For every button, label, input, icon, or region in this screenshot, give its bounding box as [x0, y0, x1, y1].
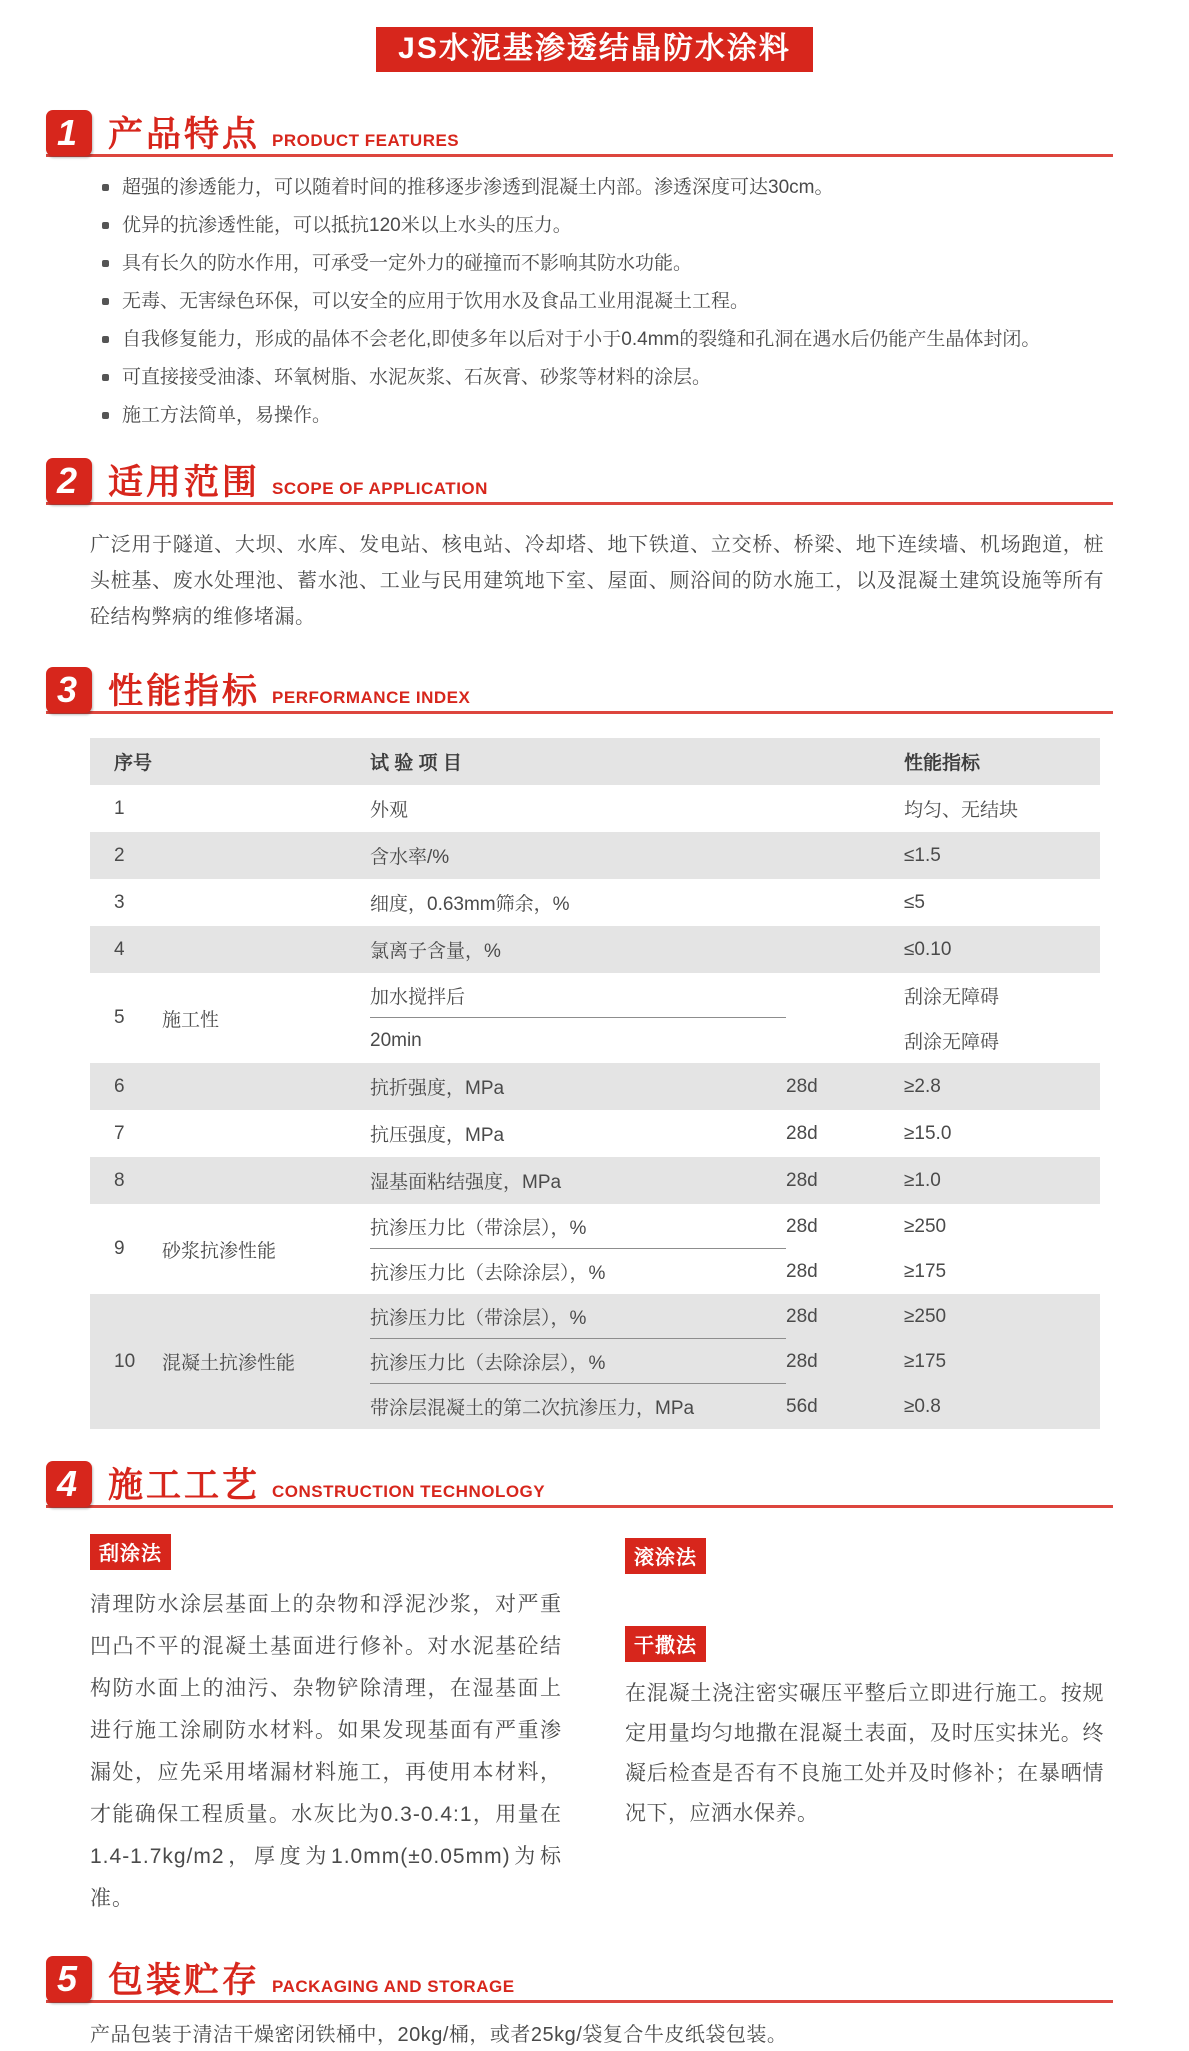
feature-item: 具有长久的防水作用，可承受一定外力的碰撞而不影响其防水功能。	[100, 251, 1109, 276]
cell-item: 抗折强度，MPa	[370, 1078, 505, 1099]
col-header-age	[786, 753, 904, 771]
section-number-badge: 4	[46, 1461, 92, 1507]
table-header-row	[90, 738, 1100, 785]
section-number-badge: 2	[46, 458, 92, 504]
cell-index: 刮涂无障碍	[904, 1032, 1000, 1053]
section-header	[46, 1956, 1113, 2003]
table-subrow	[370, 1384, 1100, 1429]
table-subrow	[370, 1294, 1100, 1339]
feature-item: 优异的抗渗透性能，可以抵抗120米以上水头的压力。	[100, 213, 1109, 238]
section-header	[46, 110, 1113, 157]
section-construction	[0, 1461, 1189, 1920]
col-header-index: 性能指标	[904, 753, 981, 774]
cell-item: 加水搅拌后	[370, 987, 466, 1008]
section-title: 包装贮存	[108, 1961, 261, 2001]
table-subrow	[370, 1204, 1100, 1249]
cell-seq: 4	[114, 938, 125, 960]
section-packaging	[0, 1956, 1189, 2051]
section-number-badge: 5	[46, 1956, 92, 2002]
cell-item: 氯离子含量，%	[370, 941, 501, 962]
cell-index: ≥15.0	[904, 1122, 952, 1144]
section-scope	[0, 458, 1189, 635]
section-subtitle: PACKAGING AND STORAGE	[272, 1977, 515, 1996]
cell-item: 抗压强度，MPa	[370, 1125, 505, 1146]
feature-list	[100, 175, 1109, 428]
cell-index: ≤1.5	[904, 844, 941, 866]
table-row-group	[90, 973, 1100, 1063]
section-title: 施工工艺	[108, 1466, 261, 1506]
cell-age	[786, 799, 904, 819]
table-subrow	[370, 1249, 1100, 1294]
cell-cat: 施工性	[162, 1009, 220, 1031]
cell-index: ≥250	[904, 1305, 947, 1327]
cell-index: ≥1.0	[904, 1169, 941, 1191]
table-row	[90, 926, 1100, 973]
cell-seq: 9	[114, 1238, 125, 1259]
cell-cat	[162, 1124, 370, 1144]
section-product-features	[0, 110, 1189, 428]
feature-item: 超强的渗透能力，可以随着时间的推移逐步渗透到混凝土内部。渗透深度可达30cm。	[100, 175, 1109, 200]
construction-columns	[90, 1534, 1104, 1920]
table-row-group	[90, 1204, 1100, 1294]
cell-index: ≥175	[904, 1260, 947, 1282]
cell-index: ≤5	[904, 891, 925, 913]
cell-age	[786, 893, 904, 913]
cell-item: 20min	[370, 1029, 422, 1051]
dry-method-badge: 干撒法	[625, 1626, 706, 1662]
cell-age	[786, 846, 904, 866]
cell-item: 抗渗压力比（去除涂层），%	[370, 1353, 606, 1374]
packaging-paragraph: 产品包装于清洁干燥密闭铁桶中，20kg/桶，或者25kg/袋复合牛皮纸袋包装。	[90, 2024, 788, 2046]
cell-item: 抗渗压力比（带涂层），%	[370, 1218, 587, 1239]
col-header-seq: 序号	[114, 753, 153, 774]
section-subtitle: SCOPE OF APPLICATION	[272, 479, 488, 498]
roll-method-block	[625, 1538, 1104, 1574]
feature-item: 无毒、无害绿色环保，可以安全的应用于饮用水及食品工业用混凝土工程。	[100, 289, 1109, 314]
cell-age: 28d	[786, 1215, 818, 1237]
cell-index: ≤0.10	[904, 938, 952, 960]
cell-item: 湿基面粘结强度，MPa	[370, 1172, 562, 1193]
section-title: 性能指标	[108, 672, 261, 712]
cell-age	[786, 940, 904, 960]
cell-age	[786, 987, 904, 1005]
cell-seq: 8	[114, 1169, 125, 1191]
section-subtitle: PRODUCT FEATURES	[272, 131, 460, 150]
cell-seq: 6	[114, 1075, 125, 1097]
cell-index: 均匀、无结块	[904, 800, 1019, 821]
table-row	[90, 1110, 1100, 1157]
scrape-method-text: 清理防水涂层基面上的杂物和浮泥沙浆，对严重凹凸不平的混凝土基面进行修补。对水泥基砼结构防水面上的油污、杂物铲除清理，在湿基面上进行施工涂刷防水材料。如果发现基面有严重渗漏处，应先采用堵漏材料施工，再使用本材料，才能确保工程质量。水灰比为0.3-0.4:1，用量在1.4-1.7kg/m2，厚度为1.0mm(±0.05mm)为标准。	[90, 1593, 562, 1910]
cell-age: 56d	[786, 1395, 818, 1417]
cell-seq: 3	[114, 891, 125, 913]
cell-cat	[162, 1171, 370, 1191]
section-title: 产品特点	[108, 115, 261, 155]
section-title: 适用范围	[108, 463, 261, 503]
cell-cat	[162, 799, 370, 819]
feature-item: 自我修复能力，形成的晶体不会老化,即使多年以后对于小于0.4mm的裂缝和孔洞在遇水后仍能产生晶体封闭。	[100, 327, 1109, 352]
scrape-method-badge: 刮涂法	[90, 1534, 171, 1570]
cell-age: 28d	[786, 1260, 818, 1282]
cell-cat	[162, 893, 370, 913]
cell-seq: 5	[114, 1007, 125, 1028]
cell-item: 带涂层混凝土的第二次抗渗压力，MPa	[370, 1398, 695, 1419]
cell-item: 抗渗压力比（去除涂层），%	[370, 1263, 606, 1284]
section-number-badge: 3	[46, 667, 92, 713]
dry-method-block	[625, 1626, 1104, 1834]
section-subtitle: PERFORMANCE INDEX	[272, 688, 471, 707]
cell-cat	[162, 846, 370, 866]
col-header-item: 试 验 项 目	[370, 753, 462, 774]
scope-paragraph: 广泛用于隧道、大坝、水库、发电站、核电站、冷却塔、地下铁道、立交桥、桥梁、地下连续墙、机场跑道，桩头桩基、废水处理池、蓄水池、工业与民用建筑地下室、屋面、厕浴间的防水施工，以及混凝土建筑设施等所有砼结构弊病的维修堵漏。	[90, 534, 1104, 628]
cell-age	[786, 1032, 904, 1050]
cell-item: 含水率/%	[370, 847, 450, 868]
cell-seq: 1	[114, 797, 125, 819]
cell-cat	[162, 940, 370, 960]
cell-index: 刮涂无障碍	[904, 987, 1000, 1008]
cell-cat: 混凝土抗渗性能	[162, 1353, 296, 1374]
cell-seq: 10	[114, 1350, 136, 1372]
section-subtitle: CONSTRUCTION TECHNOLOGY	[272, 1482, 546, 1501]
feature-item: 施工方法简单，易操作。	[100, 403, 1109, 428]
cell-age: 28d	[786, 1169, 818, 1191]
section-header	[46, 1461, 1113, 1508]
cell-age: 28d	[786, 1122, 818, 1144]
cell-age: 28d	[786, 1305, 818, 1327]
title-banner-wrap	[0, 0, 1189, 72]
section-number-badge: 1	[46, 110, 92, 156]
cell-index: ≥250	[904, 1215, 947, 1237]
cell-item: 外观	[370, 800, 409, 821]
col-header-cat	[162, 752, 370, 772]
roll-method-badge: 滚涂法	[625, 1538, 706, 1574]
table-row	[90, 785, 1100, 832]
table-row-group	[90, 1294, 1100, 1429]
scrape-method-block	[90, 1534, 562, 1920]
feature-item: 可直接接受油漆、环氧树脂、水泥灰浆、石灰膏、砂浆等材料的涂层。	[100, 365, 1109, 390]
cell-age: 28d	[786, 1075, 818, 1097]
cell-item: 细度，0.63mm筛余，%	[370, 894, 570, 915]
section-performance	[0, 667, 1189, 1429]
cell-seq: 7	[114, 1122, 125, 1144]
cell-index: ≥0.8	[904, 1395, 941, 1417]
cell-seq: 2	[114, 844, 125, 866]
right-methods-block	[625, 1534, 1104, 1920]
cell-index: ≥2.8	[904, 1075, 941, 1097]
cell-cat: 砂浆抗渗性能	[162, 1240, 277, 1262]
cell-cat	[162, 1077, 370, 1097]
cell-age: 28d	[786, 1350, 818, 1372]
table-row	[90, 1063, 1100, 1110]
table-row	[90, 832, 1100, 879]
table-subrow	[370, 1339, 1100, 1384]
table-row	[90, 1157, 1100, 1204]
cell-index: ≥175	[904, 1350, 947, 1372]
table-subrow	[370, 973, 1100, 1018]
table-subrow	[370, 1018, 1100, 1063]
section-header	[46, 458, 1113, 505]
table-row	[90, 879, 1100, 926]
dry-method-text: 在混凝土浇注密实碾压平整后立即进行施工。按规定用量均匀地撒在混凝土表面，及时压实抹光。终凝后检查是否有不良施工处并及时修补；在暴晒情况下，应洒水保养。	[625, 1682, 1104, 1825]
product-title: JS水泥基渗透结晶防水涂料	[376, 27, 813, 72]
section-header	[46, 667, 1113, 714]
performance-table	[90, 738, 1100, 1429]
cell-item: 抗渗压力比（带涂层），%	[370, 1308, 587, 1329]
